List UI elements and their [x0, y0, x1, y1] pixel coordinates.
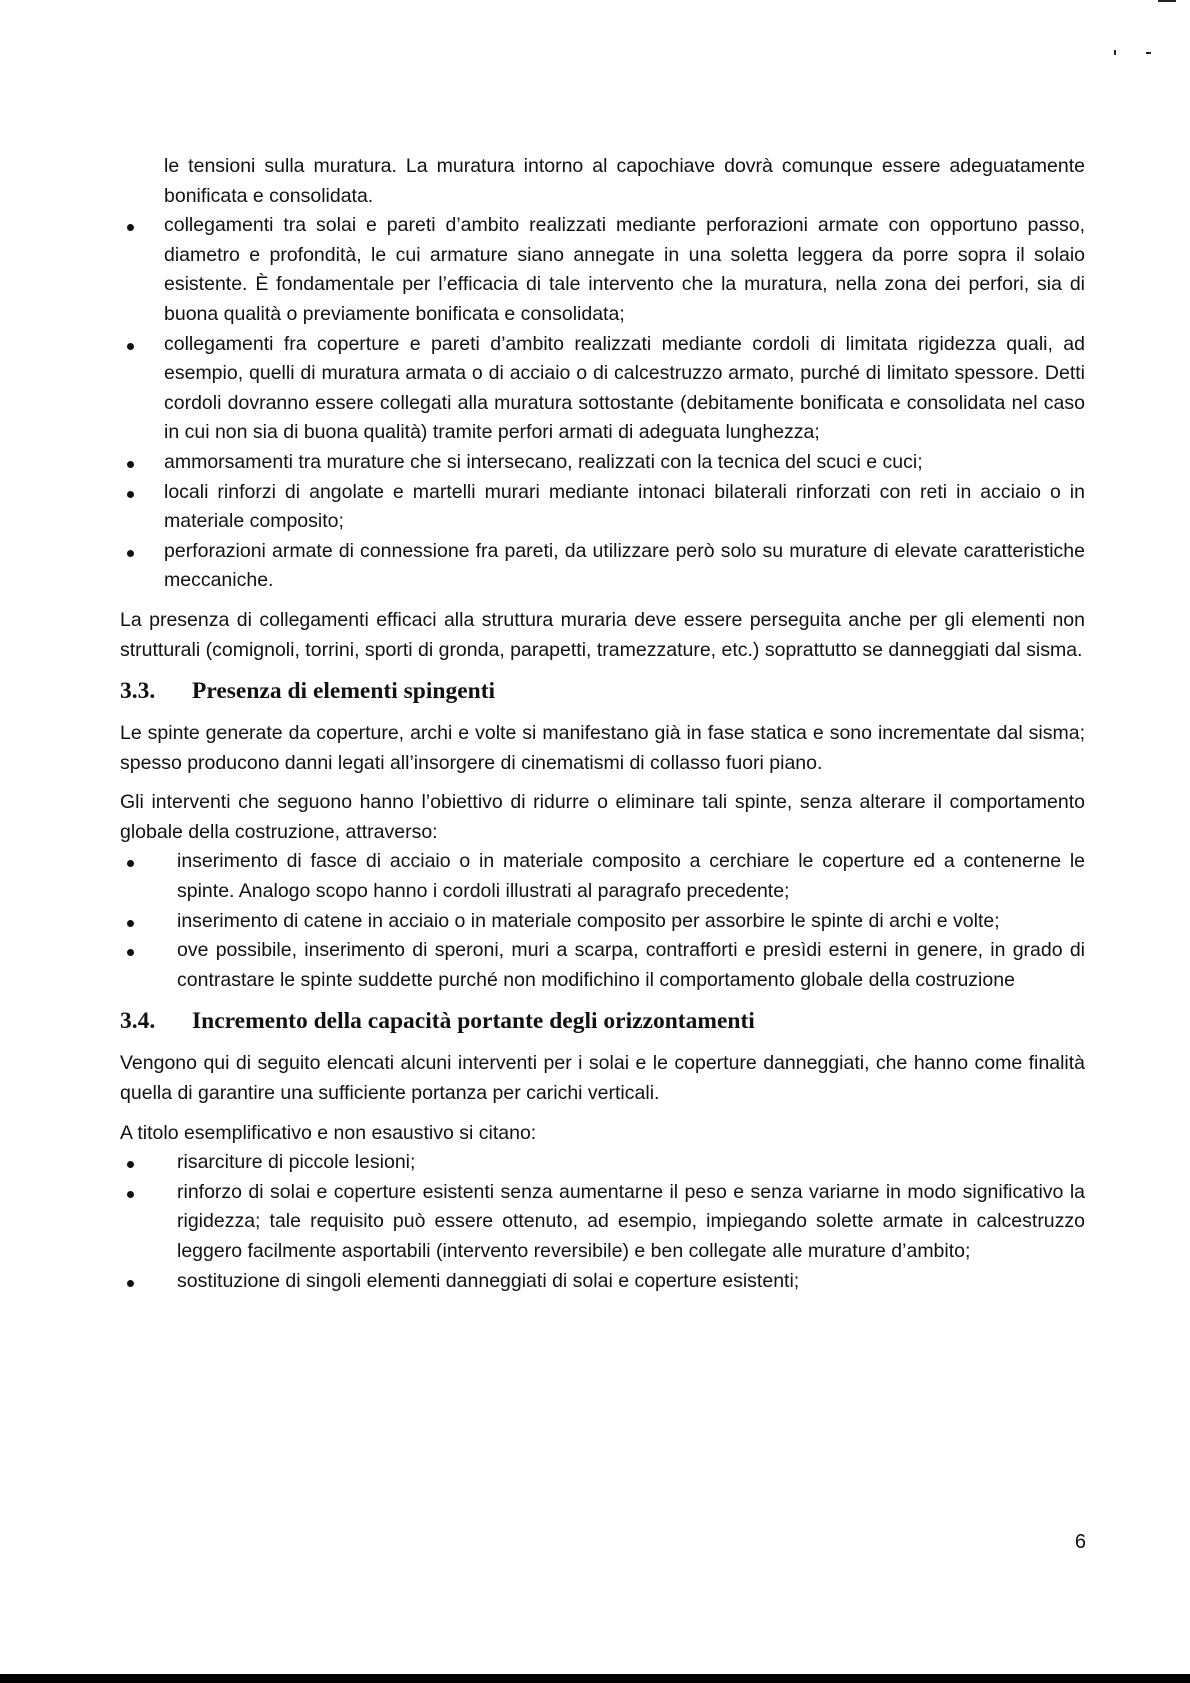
bullet-icon: [127, 343, 134, 350]
section-heading-3-4: [120, 1007, 1085, 1035]
list-item: collegamenti tra solai e pareti d’ambito realizzati mediante perforazioni armate con opportuno passo, diametro e profondità, le cui armature siano annegate in una soletta leggera da porre sopra il solaio esistente. È fondamentale per l’efficacia di tale intervento che la muratura, nella zona dei perfori, sia di buona qualità o previamente bonificata e consolidata;: [120, 211, 1085, 329]
section-number: 3.3.: [120, 678, 156, 705]
floor-interventions-list: [120, 1148, 1085, 1296]
list-item: rinforzo di solai e coperture esistenti senza aumentarne il peso e senza variarne in modo significativo la rigidezza; tale requisito può essere ottenuto, ad esempio, impiegando solette armate in calcestruzzo leggero facilmente asportabili (intervento reversibile) e ben collegate alle murature d’ambito;: [120, 1178, 1085, 1267]
document-body: [120, 152, 1085, 1296]
scan-mark-dash: [1146, 52, 1151, 54]
connection-interventions-list: [120, 211, 1085, 596]
section-title: Incremento della capacità portante degli orizzontamenti: [192, 1008, 755, 1035]
section-title: Presenza di elementi spingenti: [192, 678, 496, 705]
section-number: 3.4.: [120, 1008, 156, 1035]
bullet-icon: [127, 860, 134, 867]
bullet-icon: [127, 461, 134, 468]
list-item: risarciture di piccole lesioni;: [120, 1148, 1085, 1178]
nonstructural-paragraph: La presenza di collegamenti efficaci alla struttura muraria deve essere perseguita anche per gli elementi non strutturali (comignoli, torrini, sporti di gronda, parapetti, tramezzature, etc.) soprattutto se danneggiati dal sisma.: [120, 608, 1085, 661]
bullet-icon: [127, 491, 134, 498]
thrust-interventions-list: [120, 847, 1085, 995]
bullet-icon: [127, 920, 134, 927]
bullet-icon: [127, 949, 134, 956]
list-item: inserimento di catene in acciaio o in materiale composito per assorbire le spinte di archi e volte;: [120, 907, 1085, 937]
section-heading-3-3: [120, 677, 1085, 705]
section-3-4-paragraph-2: A titolo esemplificativo e non esaustivo si citano:: [120, 1121, 537, 1144]
list-item: ammorsamenti tra murature che si intersecano, realizzati con la tecnica del scuci e cuci;: [120, 448, 1085, 478]
bullet-icon: [127, 224, 134, 231]
scan-mark-top-right: [1158, 0, 1176, 2]
section-3-3-paragraph-1: Le spinte generate da coperture, archi e volte si manifestano già in fase statica e sono incrementate dal sisma; spesso producono danni legati all’insorgere di cinematismi di collasso fuori piano.: [120, 722, 1085, 774]
intro-continuation: le tensioni sulla muratura. La muratura intorno al capochiave dovrà comunque essere adeguatamente bonificata e consolidata.: [164, 155, 1085, 207]
list-item: sostituzione di singoli elementi danneggiati di solai e coperture esistenti;: [120, 1267, 1085, 1297]
list-item: ove possibile, inserimento di speroni, muri a scarpa, contrafforti e presìdi esterni in genere, in grado di contrastare le spinte suddette purché non modifichino il comportamento globale della costruzione: [120, 936, 1085, 995]
scan-mark-dot: [1114, 50, 1116, 55]
bullet-icon: [127, 550, 134, 557]
list-item: locali rinforzi di angolate e martelli murari mediante intonaci bilaterali rinforzati con reti in acciaio o in materiale composito;: [120, 478, 1085, 537]
scan-bottom-edge: [0, 1674, 1190, 1683]
page-number: 6: [1074, 1531, 1086, 1553]
bullet-icon: [127, 1280, 134, 1287]
bullet-icon: [127, 1161, 134, 1168]
list-item: collegamenti fra coperture e pareti d’ambito realizzati mediante cordoli di limitata rigidezza quali, ad esempio, quelli di muratura armata o di acciaio o di calcestruzzo armato, purché di limitato spessore. Detti cordoli dovranno essere collegati alla muratura sottostante (debitamente bonificata e consolidata nel caso in cui non sia di buona qualità) tramite perfori armati di adeguata lunghezza;: [120, 330, 1085, 448]
section-3-4-paragraph-1: Vengono qui di seguito elencati alcuni interventi per i solai e le coperture danneggiati, che hanno come finalità quella di garantire una sufficiente portanza per carichi verticali.: [120, 1052, 1085, 1105]
section-3-3-paragraph-2: Gli interventi che seguono hanno l’obiettivo di ridurre o eliminare tali spinte, senza alterare il comportamento globale della costruzione, attraverso:: [120, 791, 1085, 843]
bullet-icon: [127, 1191, 134, 1198]
list-item: perforazioni armate di connessione fra pareti, da utilizzare però solo su murature di elevate caratteristiche meccaniche.: [120, 537, 1085, 596]
list-item: inserimento di fasce di acciaio o in materiale composito a cerchiare le coperture ed a contenerne le spinte. Analogo scopo hanno i cordoli illustrati al paragrafo precedente;: [120, 847, 1085, 906]
